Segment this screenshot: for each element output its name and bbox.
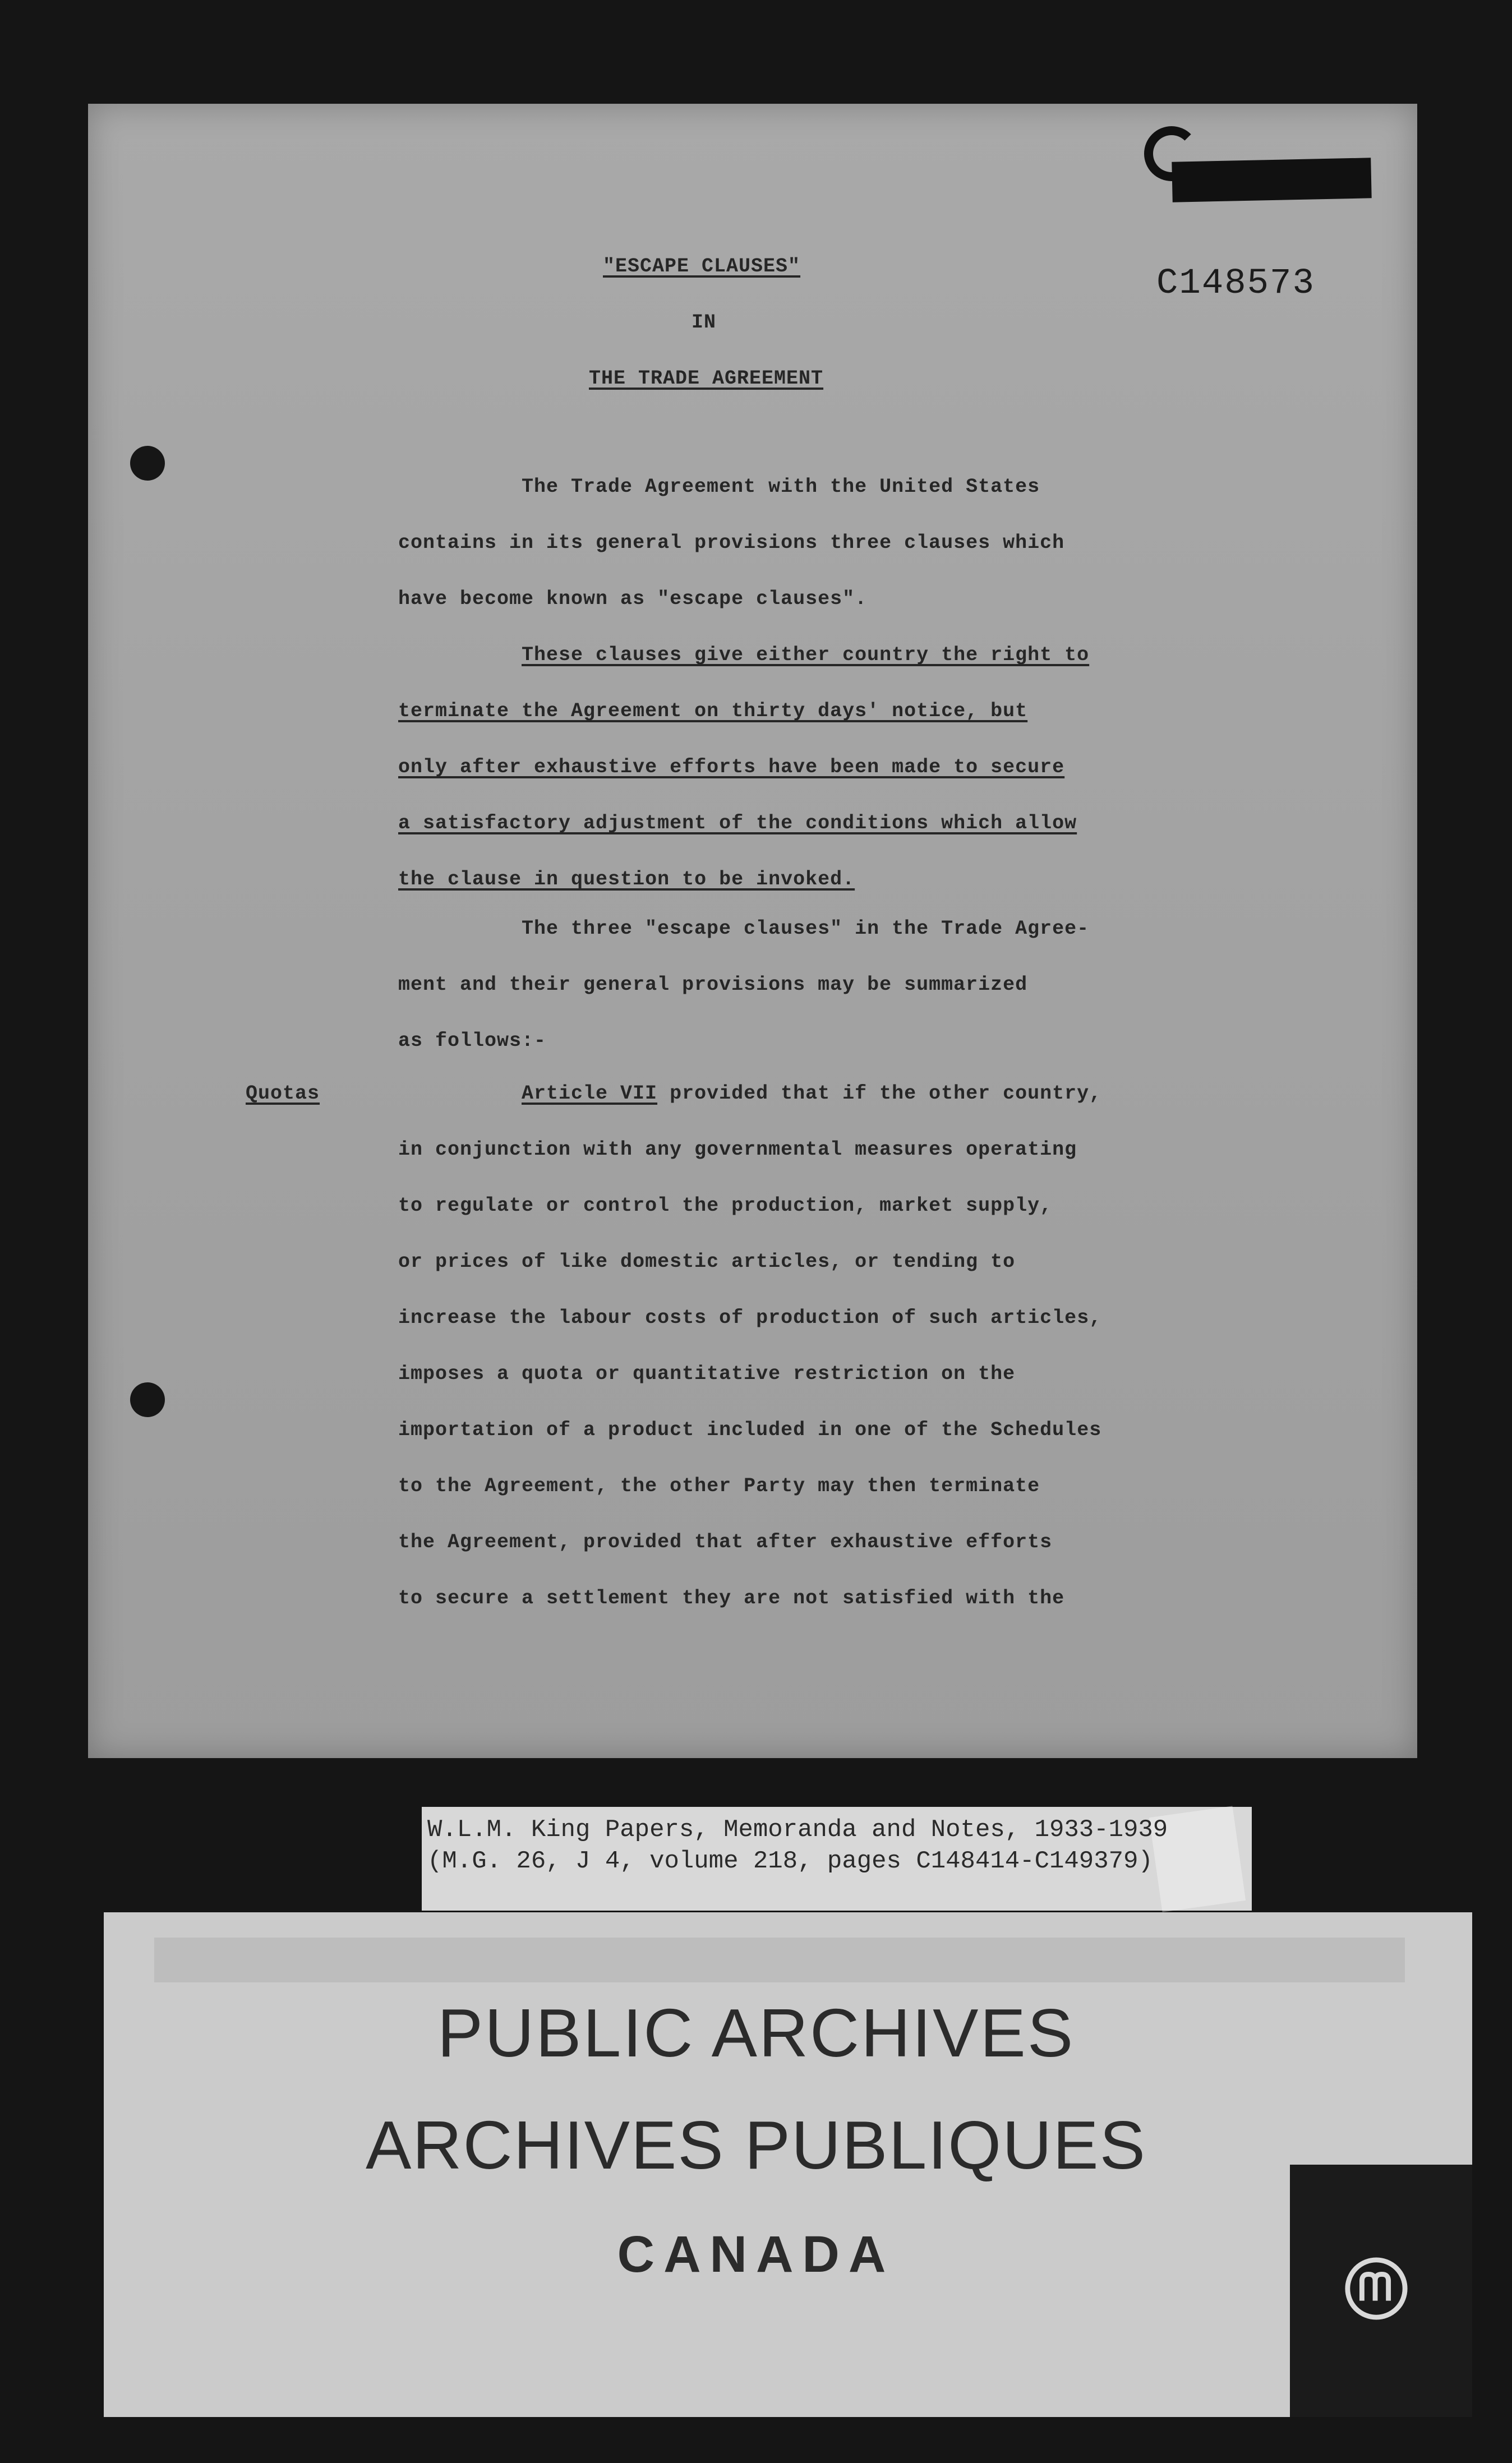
document-number: C148573 <box>1156 264 1315 304</box>
paragraph-4-line: to secure a settlement they are not satisfied with the <box>398 1587 1065 1609</box>
paragraph-4-line: imposes a quota or quantitative restriction on the <box>398 1363 1016 1385</box>
paragraph-3-line: as follows:- <box>398 1030 547 1052</box>
heading-line-2: IN <box>692 311 717 334</box>
paragraph-4-line: in conjunction with any governmental measures operating <box>398 1138 1077 1161</box>
paragraph-2-line: These clauses give either country the right to <box>522 644 1090 666</box>
punch-hole <box>130 1382 165 1417</box>
paragraph-4-line: to regulate or control the production, market supply, <box>398 1194 1053 1217</box>
article-label: Article VII <box>522 1082 658 1105</box>
archives-title-english: PUBLIC ARCHIVES <box>437 1995 1075 2071</box>
card-fold <box>154 1938 1405 1982</box>
source-label-line-1: W.L.M. King Papers, Memoranda and Notes, 1933-1939 <box>427 1816 1168 1844</box>
paragraph-4-line: to the Agreement, the other Party may then terminate <box>398 1475 1040 1497</box>
paragraph-4-line: or prices of like domestic articles, or tending to <box>398 1251 1016 1273</box>
source-label-line-2: (M.G. 26, J 4, volume 218, pages C148414-C149379) <box>427 1847 1153 1875</box>
paragraph-4-line: importation of a product included in one of the Schedules <box>398 1419 1102 1441</box>
paragraph-3-line: ment and their general provisions may be summarized <box>398 974 1028 996</box>
paragraph-4-first-line-rest: provided that if the other country, <box>670 1082 1102 1105</box>
paragraph-2-line: a satisfactory adjustment of the conditions which allow <box>398 812 1077 834</box>
paragraph-2-line: the clause in question to be invoked. <box>398 868 855 891</box>
redaction-stamp <box>1172 158 1371 202</box>
archives-country: CANADA <box>617 2226 895 2283</box>
margin-note: Quotas <box>246 1082 320 1105</box>
punch-hole <box>130 446 165 481</box>
heading-line-1: "ESCAPE CLAUSES" <box>603 255 801 278</box>
paragraph-1-line: have become known as "escape clauses". <box>398 588 868 610</box>
paragraph-1-line: The Trade Agreement with the United States <box>522 476 1040 498</box>
paragraph-4-line: increase the labour costs of production of such articles, <box>398 1307 1102 1329</box>
paragraph-4-first-line <box>522 1082 1101 1105</box>
paragraph-1-line: contains in its general provisions three clauses which <box>398 532 1065 554</box>
archives-logo-icon <box>1343 2256 1409 2322</box>
paragraph-4-line: the Agreement, provided that after exhaustive efforts <box>398 1531 1053 1553</box>
paragraph-3-line: The three "escape clauses" in the Trade Agree- <box>522 917 1090 940</box>
paragraph-2-line: terminate the Agreement on thirty days' notice, but <box>398 700 1028 722</box>
archives-title-french: ARCHIVES PUBLIQUES <box>366 2107 1146 2183</box>
paragraph-2-line: only after exhaustive efforts have been made to secure <box>398 756 1065 778</box>
heading-line-3: THE TRADE AGREEMENT <box>589 367 824 390</box>
